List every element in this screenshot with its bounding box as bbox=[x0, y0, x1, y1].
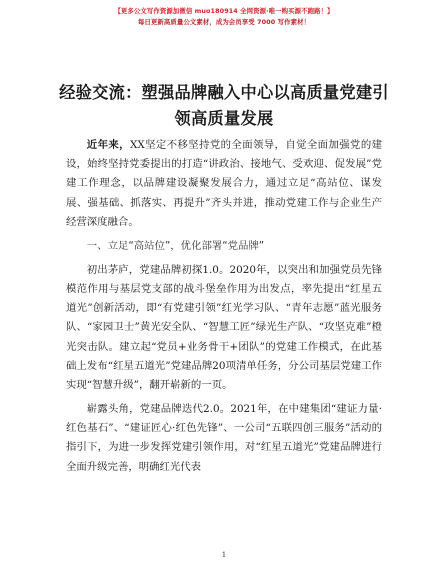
document-body bbox=[66, 136, 382, 482]
paragraph-brand-1-0-lead: 初出茅庐，党建品牌初探1.0。 bbox=[86, 263, 230, 276]
document-title bbox=[58, 80, 390, 132]
paragraph-brand-2-0-lead: 崭露头角，党建品牌迭代2.0。 bbox=[86, 403, 231, 416]
promo-banner bbox=[40, 6, 408, 28]
paragraph-brand-1-0 bbox=[66, 261, 382, 395]
intro-lead: 近年来， bbox=[86, 139, 130, 151]
intro-paragraph bbox=[66, 136, 382, 232]
intro-text: XX坚定不移坚持党的全面领导，自觉全面加强党的建设，始终坚持党委提出的打造“讲政治、接地气、受欢迎、促发展”党建工作理念，以品牌建设凝聚发展合力，通过立足“高站位、谋发展、强基础、抓落实、再提升”齐头并进，推动党建工作与企业生产经营深度融合。 bbox=[66, 139, 382, 228]
paragraph-brand-2-0 bbox=[66, 400, 382, 477]
document-title-line-1: 经验交流：塑强品牌融入中心以高质量党建引 bbox=[59, 83, 389, 102]
promo-banner-line-1: 【更多公文写作资源加微信 muo180914 全网资源·唯一购买源不跑路！】 bbox=[114, 7, 334, 15]
document-title-line-2: 领高质量发展 bbox=[174, 109, 274, 128]
paragraph-brand-2-0-text: 2021年，在中建集团“建证力量·红色基石”、“建证匠心·红色先锋”、一公司“五联四创三服务”活动的指引下，为进一步发挥党建引领作用，对“红星五道光”党建品牌进行全面升级完善，明确红光代表 bbox=[66, 403, 382, 473]
page-number: 1 bbox=[221, 551, 227, 559]
promo-banner-line-2: 每日更新高质量公文素材，成为会员享受 7000 写作素材！ bbox=[137, 18, 311, 26]
paragraph-brand-1-0-text: 2020年，以突出和加强党员先锋模范作用与基层党支部的战斗堡垒作用为出发点，率先提出“红星五道光”创新活动，即“有党建引领”红光学习队、“青年志愿”蓝光服务队、“家园卫士”黄光安全队、“智慧工匠”绿光生产队、“攻坚克难”橙光突击队。建立起“党员+业务骨干+团队”的党建工作模式，在此基础上发布“红星五道光”党建品牌20项清单任务，分公司基层党建工作实现“智慧升级”，翻开崭新的一页。 bbox=[66, 263, 382, 392]
section-heading-1: 一、立足“高站位”，优化部署“党品牌” bbox=[86, 239, 265, 252]
